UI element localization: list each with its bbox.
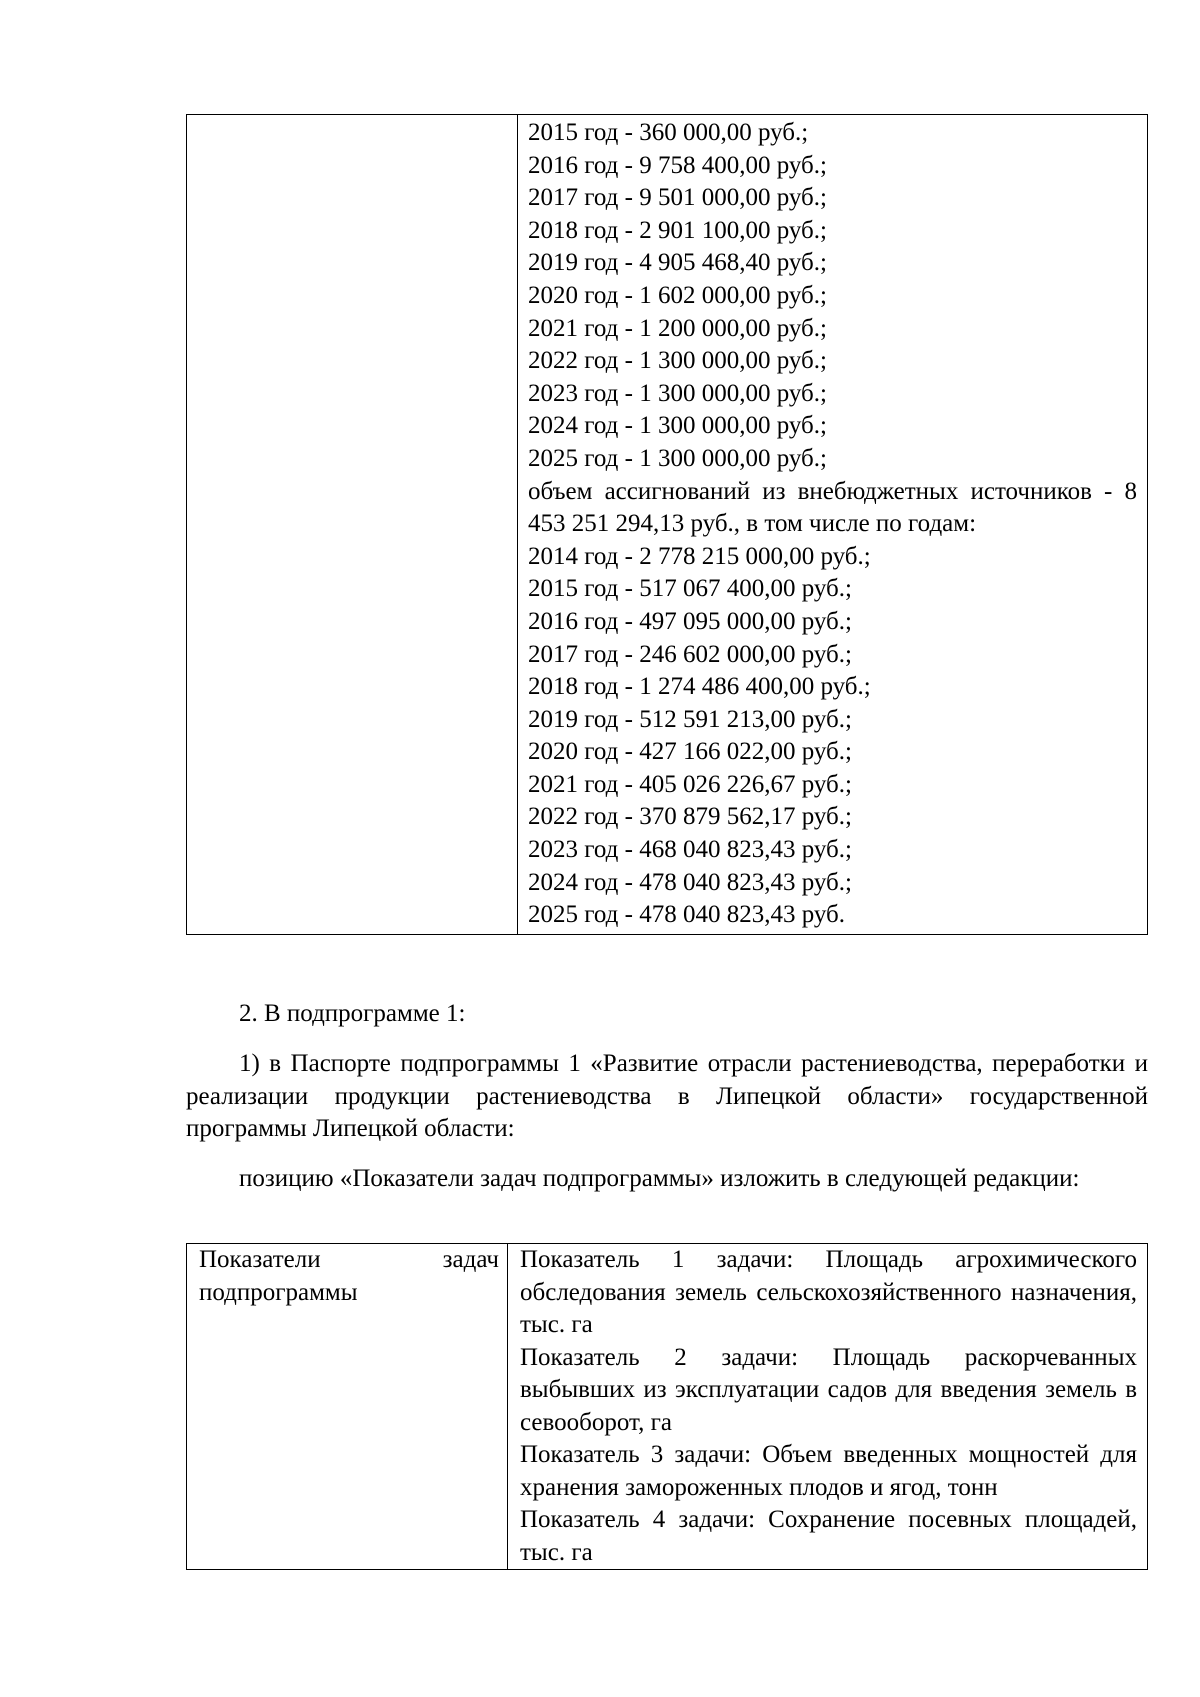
financing-table: [186, 114, 1148, 935]
position-paragraph: [186, 1163, 1148, 1196]
extrabudget-year-line: 2024 год - 478 040 823,43 руб.;: [528, 868, 852, 896]
extrabudget-year-line: 2022 год - 370 879 562,17 руб.;: [528, 803, 852, 831]
indicator-item: Показатель 2 задачи: Площадь раскорчеванных выбывших из эксплуатации садов для введения земель в севооборот, га: [520, 1343, 1137, 1436]
budget-year-line: 2023 год - 1 300 000,00 руб.;: [528, 379, 827, 407]
position-text: позицию «Показатели задач подпрограммы» изложить в следующей редакции:: [239, 1165, 1080, 1192]
budget-year-line: 2025 год - 1 300 000,00 руб.;: [528, 444, 827, 472]
extrabudget-year-line: 2021 год - 405 026 226,67 руб.;: [528, 770, 852, 798]
budget-year-line: 2015 год - 360 000,00 руб.;: [528, 119, 809, 146]
indicators-table-label-cell: [187, 1244, 508, 1570]
indicators-header-label: Показатели задач подпрограммы: [199, 1246, 499, 1306]
budget-year-line: 2018 год - 2 901 100,00 руб.;: [528, 216, 827, 244]
financing-table-row: [187, 115, 1148, 935]
budget-year-line: 2022 год - 1 300 000,00 руб.;: [528, 347, 827, 375]
extrabudget-year-line: 2019 год - 512 591 213,00 руб.;: [528, 705, 852, 733]
financing-table-label-cell: [187, 115, 518, 935]
extrabudget-year-line: 2025 год - 478 040 823,43 руб.: [528, 901, 846, 929]
extrabudget-year-line: 2017 год - 246 602 000,00 руб.;: [528, 640, 852, 668]
budget-year-line: 2019 год - 4 905 468,40 руб.;: [528, 249, 827, 277]
budget-year-line: 2020 год - 1 602 000,00 руб.;: [528, 281, 827, 309]
subprogram-intro-paragraph: [186, 998, 1148, 1031]
indicator-item: Показатель 4 задачи: Сохранение посевных площадей, тыс. га: [520, 1506, 1137, 1566]
financing-table-value-cell: [518, 115, 1148, 935]
subprogram-intro-text: 2. В подпрограмме 1:: [239, 1000, 466, 1027]
extrabudget-year-line: 2018 год - 1 274 486 400,00 руб.;: [528, 673, 871, 701]
extrabudget-year-line: 2023 год - 468 040 823,43 руб.;: [528, 836, 852, 864]
indicator-item: Показатель 1 задачи: Площадь агрохимического обследования земель сельскохозяйственного назначения, тыс. га: [520, 1246, 1137, 1338]
indicators-table: [186, 1243, 1148, 1570]
passport-paragraph: [186, 1048, 1148, 1146]
extrabudget-year-line: 2020 год - 427 166 022,00 руб.;: [528, 738, 852, 766]
extrabudget-year-line: 2015 год - 517 067 400,00 руб.;: [528, 575, 852, 603]
extrabudget-year-line: 2014 год - 2 778 215 000,00 руб.;: [528, 542, 871, 570]
extrabudget-intro-text: объем ассигнований из внебюджетных источников - 8 453 251 294,13 руб., в том числе по годам:: [528, 477, 1137, 538]
passport-text: 1) в Паспорте подпрограммы 1 «Развитие отрасли растениеводства, переработки и реализации продукции растениеводства в Липецкой области» государственной программы Липецкой области:: [186, 1050, 1148, 1142]
budget-year-line: 2016 год - 9 758 400,00 руб.;: [528, 151, 827, 179]
extrabudget-year-line: 2016 год - 497 095 000,00 руб.;: [528, 607, 852, 635]
indicators-table-value-cell: [508, 1244, 1148, 1570]
budget-year-line: 2024 год - 1 300 000,00 руб.;: [528, 412, 827, 440]
indicators-table-row: [187, 1244, 1148, 1570]
budget-year-line: 2017 год - 9 501 000,00 руб.;: [528, 184, 827, 212]
indicator-item: Показатель 3 задачи: Объем введенных мощностей для хранения замороженных плодов и ягод, тонн: [520, 1441, 1137, 1501]
budget-year-line: 2021 год - 1 200 000,00 руб.;: [528, 314, 827, 342]
